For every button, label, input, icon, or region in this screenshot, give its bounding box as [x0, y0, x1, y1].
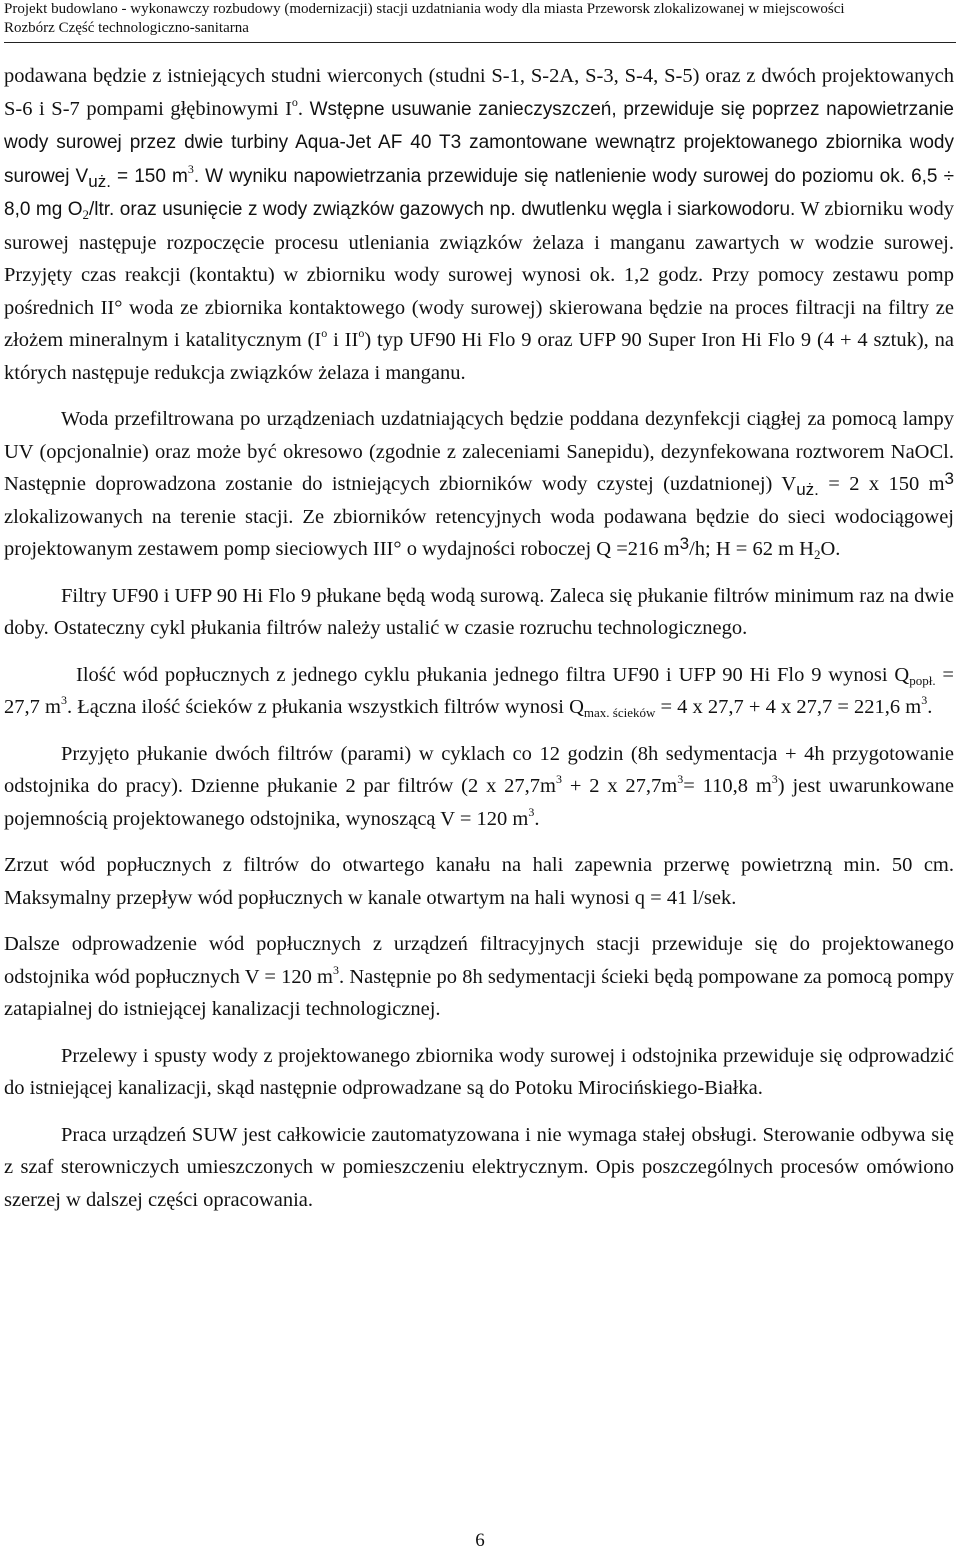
paragraph-water-intake: podawana będzie z istniejących studni wierconych (studni S-1, S-2A, S-3, S-4, S-5) oraz z dwóch projektowanych S-6 i S-7 pompami głębinowymi $I^o$. Wstępne usuwanie zanieczyszczeń, przewiduje się poprzez napowietrzanie wody surowej przez dwie turbiny Aqua-Jet AF 40 T3 zamontowane wewnątrz projektowanego zbiornika wody surowej $V_{uż.} = 150$ $m^3$. W wyniku napowietrzania przewiduje się natlenienie wody surowej do poziomu ok. 6,5 ÷ 8,0 mg $O_2$/ltr. oraz usunięcie z wody związków gazowych np. dwutlenku węgla i siarkowodoru. W zbiorniku wody surowej następuje rozpoczęcie procesu utleniania związków żelaza i manganu zawartych w wodzie surowej. Przyjęty czas reakcji (kontaktu) w zbiorniku wody surowej wynosi ok. 1,2 godz. Przy pomocy zestawu pomp pośrednich II° woda ze zbiornika kontaktowego (wody surowej) skierowana będzie na proces filtracji na filtry ze złożem mineralnym i katalitycznym ($I^o$ i $II^o$) typ UF90 Hi Flo 9 oraz UFP 90 Super Iron Hi Flo 9 (4 + 4 sztuk), na których następuje redukcja związków żelaza i manganu. — [4, 65, 955, 384]
document-header — [4, 0, 956, 43]
paragraph-automation: Praca urządzeń SUW jest całkowicie zautomatyzowana i nie wymaga stałej obsługi. Sterowanie odbywa się z szaf sterowniczych umieszczonych w pomieszczeniu elektrycznym. Opis poszczególnych procesów omówiono szerzej w dalszej części opracowania. — [4, 1123, 954, 1211]
page-number: 6 — [475, 1530, 485, 1551]
paragraph-filter-backwash: Filtry UF90 i UFP 90 Hi Flo 9 płukane będą wodą surową. Zaleca się płukanie filtrów minimum raz na dwie doby. Ostateczny cykl płukania filtrów należy ustalić w czasie rozruchu technologicznego. — [4, 584, 954, 639]
document-body — [4, 60, 954, 1216]
paragraph-overflow: Przelewy i spusty wody z projektowanego zbiornika wody surowej i odstojnika przewiduje się odprowadzić do istniejącej kanalizacji, skąd następnie odprowadzane są do Potoku Mirocińskiego-Białka. — [4, 1044, 954, 1099]
header-section-title: Rozbórz Część technologiczno-sanitarna — [4, 20, 249, 36]
paragraph-discharge: Zrzut wód popłucznych z filtrów do otwartego kanału na hali zapewnia przerwę powietrzną min. 50 cm. Maksymalny przepływ wód popłucznych w kanale otwartym na hali wynosi q = 41 l/sek. — [4, 854, 954, 909]
paragraph-backwash-cycle: Przyjęto płukanie dwóch filtrów (parami) w cyklach co 12 godzin (8h sedymentacja + 4h przygotowanie odstojnika do pracy). Dzienne płukanie 2 par filtrów (2 x $27,7m^3 + 2$ x $27,7m^3= 110,8$ $m^3$) jest uwarunkowane pojemnością projektowanego odstojnika, wynoszącą V = 120 $m^3$. — [4, 742, 954, 830]
paragraph-disinfection: Woda przefiltrowana po urządzeniach uzdatniających będzie poddana dezynfekcji ciągłej za pomocą lampy UV (opcjonalnie) oraz może być okresowo (zgodnie z zaleceniami Sanepidu), dezynfekowana roztworem NaOCl. Następnie doprowadzona zostanie do istniejących zbiorników wody czystej (uzdatnionej) $V_{uż.} = 2$ x 150 $m^3$ zlokalizowanych na terenie stacji. Ze zbiorników retencyjnych woda podawana będzie do sieci wodociągowej projektowanym zestawem pomp sieciowych III° o wydajności roboczej Q =216 $m^3/h$; H = 62 m $H_2O$. — [4, 408, 954, 562]
header-project-title: Projekt budowlano - wykonawczy rozbudowy (modernizacji) stacji uzdatniania wody dla miasta Przeworsk zlokalizowanej w miejscowości — [4, 1, 845, 17]
paragraph-backwash-volume: Ilość wód popłucznych z jednego cyklu płukania jednego filtra UF90 i UFP 90 Hi Flo 9 wynosi $Q_{popł.} = 27,7$ $m^3$. Łączna ilość ścieków z płukania wszystkich filtrów wynosi $Q_{max. ścieków} = 4$ x 27,7 + 4 x 27,7 = 221,6 $m^3$. — [4, 663, 954, 720]
paragraph-sedimentation: Dalsze odprowadzenie wód popłucznych z urządzeń filtracyjnych stacji przewiduje się do projektowanego odstojnika wód popłucznych V = 120 $m^3$. Następnie po 8h sedymentacji ścieki będą pompowane za pomocą pompy zatapialnej do istniejącej kanalizacji technologicznej. — [4, 933, 955, 1020]
